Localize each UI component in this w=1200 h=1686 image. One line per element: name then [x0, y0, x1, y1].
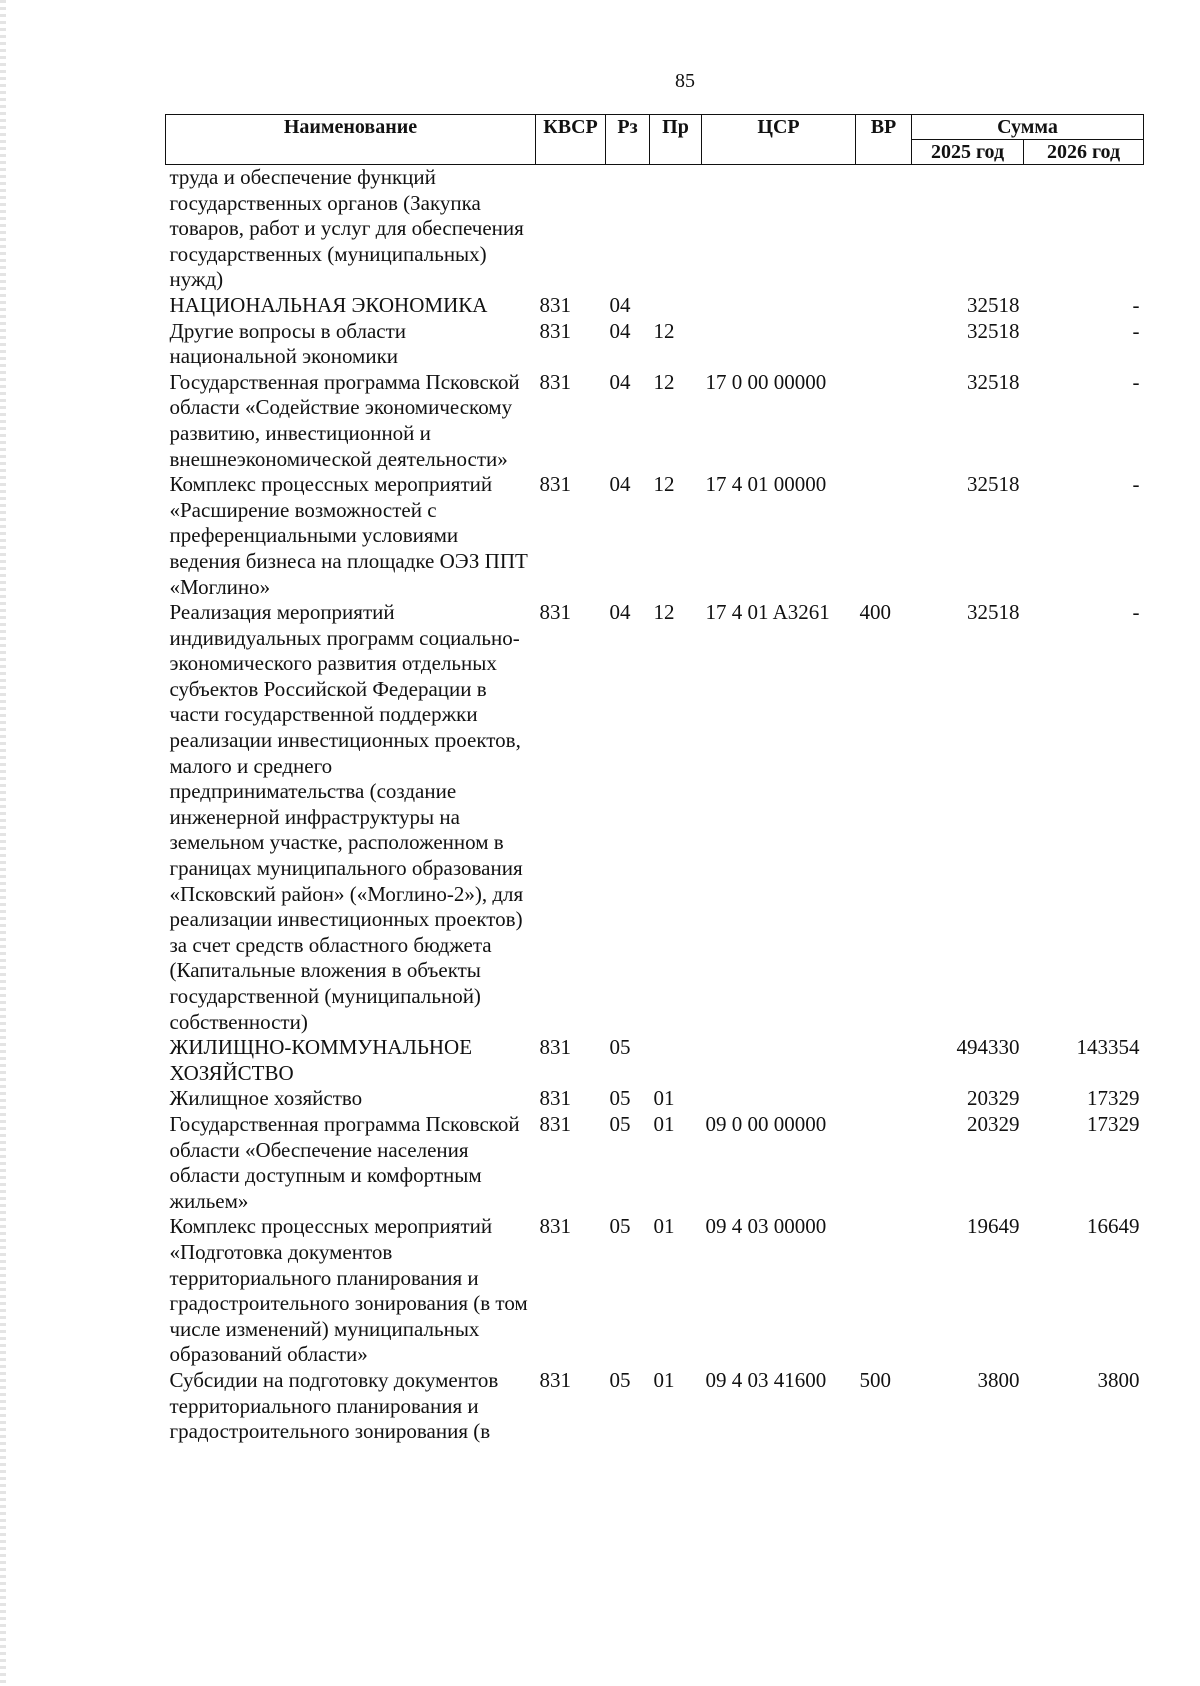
row-sum-2025: 32518 [967, 600, 1020, 625]
row-sum-2025: 32518 [967, 318, 1020, 343]
table-row [166, 600, 1144, 1035]
row-csr: 17 4 01 00000 [705, 472, 827, 497]
row-vr [856, 293, 912, 319]
row-pr [650, 1035, 702, 1086]
row-vr [856, 1035, 912, 1086]
row-rz: 04 [609, 472, 631, 497]
row-rz: 05 [609, 1086, 631, 1111]
row-name: Государственная программа Псковской области «Обеспечение населения области доступным и комфортным жильем» [169, 1111, 520, 1213]
row-kvsr: 831 [539, 472, 571, 497]
row-rz: 04 [609, 318, 631, 343]
row-sum-2025: 20329 [967, 1111, 1020, 1136]
row-sum-2026 [1024, 165, 1144, 293]
row-rz: 05 [609, 1035, 631, 1060]
row-kvsr: 831 [539, 1111, 571, 1136]
header-pr: Пр [650, 115, 702, 165]
row-rz [606, 165, 650, 293]
row-rz: 05 [609, 1111, 631, 1136]
row-pr: 12 [653, 600, 675, 625]
row-name: Жилищное хозяйство [169, 1086, 363, 1111]
row-pr: 01 [653, 1214, 675, 1239]
table-row [166, 370, 1144, 472]
table-row [166, 319, 1144, 370]
row-vr [856, 165, 912, 293]
row-pr: 12 [653, 369, 675, 394]
row-sum-2025: 32518 [967, 292, 1020, 317]
row-vr [856, 472, 912, 600]
row-sum-2026: - [1132, 318, 1140, 343]
row-pr: 12 [653, 472, 675, 497]
row-kvsr: 831 [539, 1035, 571, 1060]
header-year-2025: 2025 год [912, 140, 1024, 165]
row-sum-2026: 17329 [1087, 1111, 1140, 1136]
row-vr [856, 1214, 912, 1368]
header-sum: Сумма [912, 115, 1144, 140]
table-row [166, 1112, 1144, 1214]
row-pr: 01 [653, 1086, 675, 1111]
table-header [166, 115, 1144, 165]
row-csr: 17 0 00 00000 [705, 369, 827, 394]
row-name: труда и обеспечение функций государственных органов (Закупка товаров, работ и услуг для обеспечения государственных (муниципальных) нужд) [169, 165, 524, 292]
row-name: ЖИЛИЩНО-КОММУНАЛЬНОЕ ХОЗЯЙСТВО [169, 1035, 473, 1085]
row-sum-2025: 20329 [967, 1086, 1020, 1111]
table-row [166, 1035, 1144, 1086]
row-kvsr: 831 [539, 1367, 571, 1392]
row-sum-2025: 32518 [967, 472, 1020, 497]
row-vr [856, 1086, 912, 1112]
row-sum-2026: - [1132, 369, 1140, 394]
row-csr [702, 1035, 856, 1086]
row-name: НАЦИОНАЛЬНАЯ ЭКОНОМИКА [169, 292, 488, 317]
row-sum-2026: - [1132, 600, 1140, 625]
row-rz: 04 [609, 292, 631, 317]
row-csr: 09 4 03 41600 [705, 1367, 827, 1392]
table-row [166, 165, 1144, 293]
row-kvsr: 831 [539, 600, 571, 625]
row-name: Реализация мероприятий индивидуальных программ социально-экономического развития отдельных субъектов Российской Федерации в части государственной поддержки реализации инвестиционных проектов, малого и среднего предпринимательства (создание инженерной инфраструктуры на земельном участке, расположенном в границах муниципального образования «Псковский район» («Моглино-2»), для реализации инвестиционных проектов) за счет средств областного бюджета (Капитальные вложения в объекты государственной (муниципальной) собственности) [169, 600, 524, 1034]
row-rz: 05 [609, 1214, 631, 1239]
table-row [166, 1368, 1144, 1445]
table-body [166, 165, 1144, 1445]
row-sum-2026: - [1132, 472, 1140, 497]
row-csr [702, 293, 856, 319]
row-name: Субсидии на подготовку документов территориального планирования и градостроительного зонирования (в [169, 1367, 499, 1444]
row-kvsr: 831 [539, 318, 571, 343]
row-rz: 04 [609, 369, 631, 394]
row-csr: 17 4 01 A3261 [705, 600, 830, 625]
row-pr [650, 293, 702, 319]
row-kvsr: 831 [539, 1086, 571, 1111]
row-pr: 01 [653, 1367, 675, 1392]
row-sum-2025: 32518 [967, 369, 1020, 394]
row-vr [856, 319, 912, 370]
page-number: 85 [675, 70, 695, 92]
row-name: Другие вопросы в области национальной экономики [169, 318, 407, 369]
header-kvsr: КВСР [536, 115, 606, 165]
row-sum-2026: 17329 [1087, 1086, 1140, 1111]
row-name: Комплекс процессных мероприятий «Подготовка документов территориального планирования и градостроительного зонирования (в том числе изменений) муниципальных образований области» [169, 1214, 528, 1367]
row-csr [702, 319, 856, 370]
row-pr [650, 165, 702, 293]
row-sum-2025: 19649 [967, 1214, 1020, 1239]
row-rz: 05 [609, 1367, 631, 1392]
row-name: Государственная программа Псковской области «Содействие экономическому развитию, инвестиционной и внешнеэкономической деятельности» [169, 369, 520, 471]
header-year-2026: 2026 год [1024, 140, 1144, 165]
row-kvsr [536, 165, 606, 293]
row-sum-2026: 143354 [1076, 1035, 1140, 1060]
header-name: Наименование [166, 115, 536, 165]
row-sum-2026: 16649 [1087, 1214, 1140, 1239]
row-kvsr: 831 [539, 292, 571, 317]
row-vr: 500 [859, 1367, 891, 1392]
row-sum-2026: - [1132, 292, 1140, 317]
row-sum-2025: 494330 [956, 1035, 1020, 1060]
row-csr: 09 4 03 00000 [705, 1214, 827, 1239]
table-row [166, 293, 1144, 319]
row-csr: 09 0 00 00000 [705, 1111, 827, 1136]
row-kvsr: 831 [539, 1214, 571, 1239]
row-csr [702, 1086, 856, 1112]
row-rz: 04 [609, 600, 631, 625]
row-vr: 400 [859, 600, 891, 625]
scan-edge [0, 0, 6, 1686]
row-vr [856, 370, 912, 472]
header-vr: ВР [856, 115, 912, 165]
header-rz: Рз [606, 115, 650, 165]
row-kvsr: 831 [539, 369, 571, 394]
table-row [166, 1214, 1144, 1368]
row-name: Комплекс процессных мероприятий «Расширение возможностей с преференциальными условиями ведения бизнеса на площадке ОЭЗ ППТ «Моглино» [169, 472, 528, 599]
table-row [166, 472, 1144, 600]
row-vr [856, 1112, 912, 1214]
row-pr: 12 [653, 318, 675, 343]
row-pr: 01 [653, 1111, 675, 1136]
budget-table [165, 114, 1144, 1445]
row-csr [702, 165, 856, 293]
header-csr: ЦСР [702, 115, 856, 165]
row-sum-2025 [912, 165, 1024, 293]
row-sum-2025: 3800 [977, 1367, 1020, 1392]
table-row [166, 1086, 1144, 1112]
row-sum-2026: 3800 [1097, 1367, 1140, 1392]
